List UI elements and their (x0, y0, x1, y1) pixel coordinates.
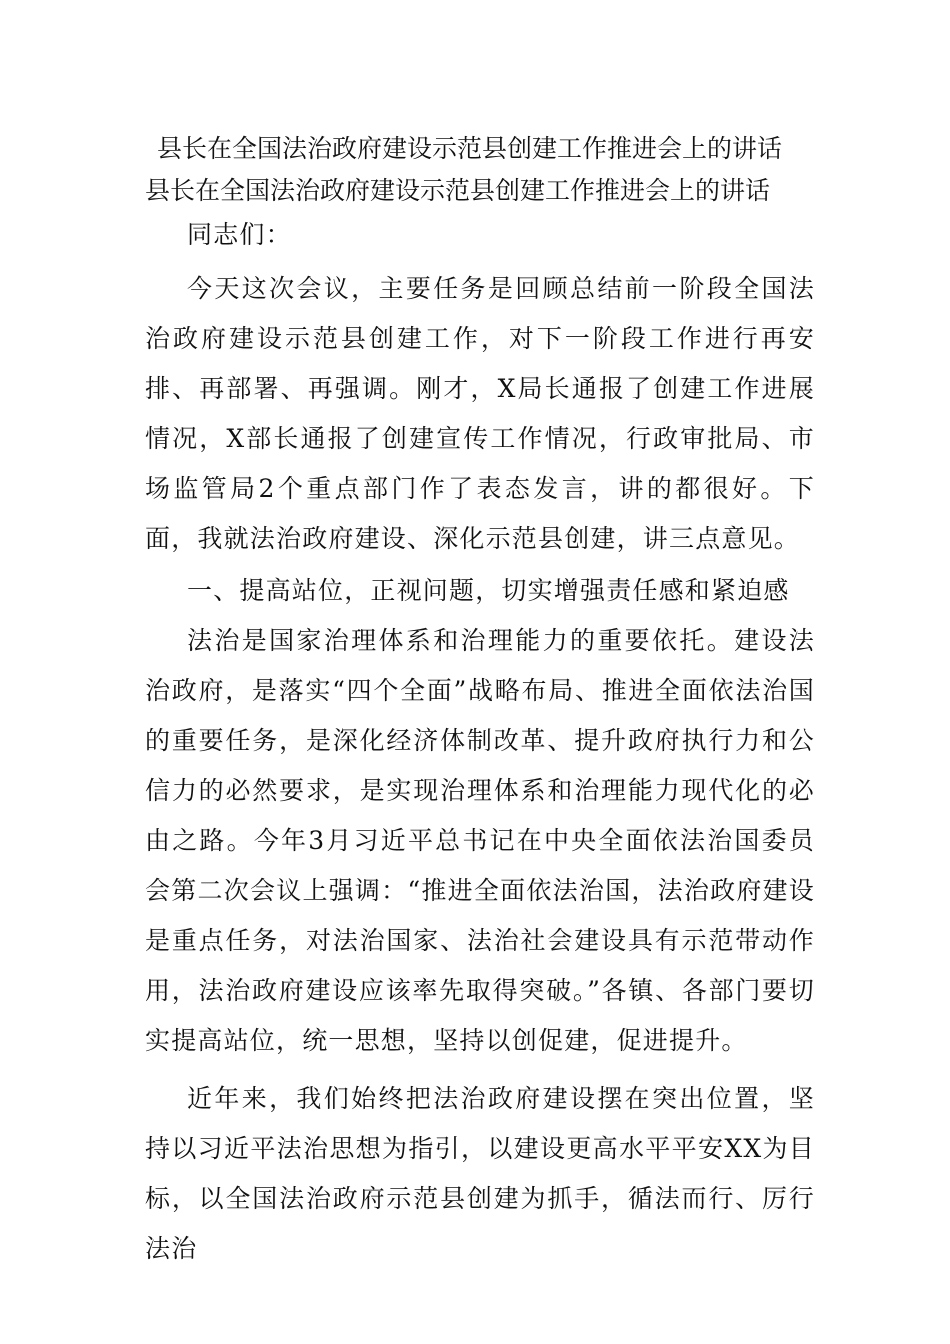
document-title-repeat: 县长在全国法治政府建设示范县创建工作推进会上的讲话 (145, 176, 771, 205)
paragraph-rule-of-law: 法治是国家治理体系和治理能力的重要依托。建设法治政府，是落实“四个全面”战略布局、推进全面依法治国的重要任务，是深化经济体制改革、提升政府执行力和公信力的必然要求，是实现治理体系和治理能力现代化的必由之路。今年3月习近平总书记在中央全面依法治国委员会第二次会议上强调：“推进全面依法治国，法治政府建设是重点任务，对法治国家、法治社会建设具有示范带动作用，法治政府建设应该率先取得突破。”各镇、各部门要切实提高站位，统一思想，坚持以创促建，促进提升。 (145, 626, 815, 1055)
paragraph-recent-years: 近年来，我们始终把法治政府建设摆在突出位置，坚持以习近平法治思想为指引，以建设更高水平平安XX为目标，以全国法治政府示范县创建为抓手，循法而行、厉行法治 (145, 1084, 815, 1263)
document-title: 县长在全国法治政府建设示范县创建工作推进会上的讲话 (157, 134, 783, 163)
salutation: 同志们： (187, 220, 292, 249)
document-body (145, 128, 815, 1274)
paragraph-intro: 今天这次会议，主要任务是回顾总结前一阶段全国法治政府建设示范县创建工作，对下一阶段工作进行再安排、再部署、再强调。刚才，X局长通报了创建工作进展情况，X部长通报了创建宣传工作情况，行政审批局、市场监管局2个重点部门作了表态发言，讲的都很好。下面，我就法治政府建设、深化示范县创建，讲三点意见。 (145, 274, 815, 553)
section-heading-1: 一、提高站位，正视问题，切实增强责任感和紧迫感 (187, 576, 790, 605)
